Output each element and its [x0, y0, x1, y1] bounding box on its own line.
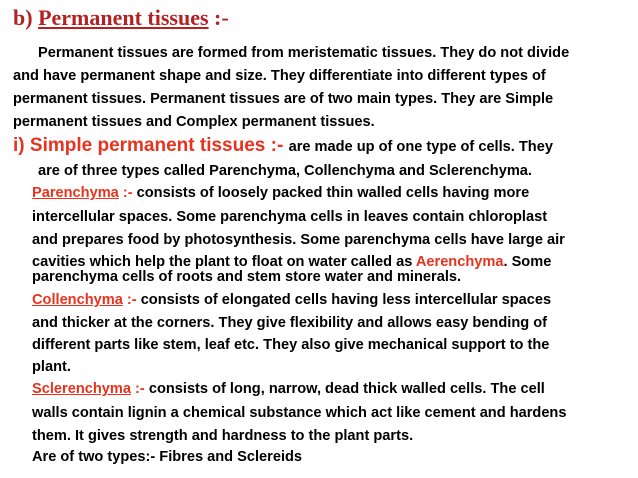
aerenchyma-term: Aerenchyma — [415, 254, 504, 270]
heading-suffix: :- — [208, 5, 229, 30]
heading-title: Permanent tissues — [38, 5, 209, 30]
sclerenchyma-line-2: walls contain lignin a chemical substance which act like cement and hardens — [32, 405, 567, 421]
parenchyma-text-1: consists of loosely packed thin walled cells having more — [136, 185, 530, 201]
simple-title: Simple permanent tissues — [29, 135, 266, 156]
collenchyma-line-2: and thicker at the corners. They give flexibility and allows easy bending of — [32, 315, 547, 331]
parenchyma-line-2: intercellular spaces. Some parenchyma cells in leaves contain chloroplast — [32, 209, 548, 225]
intro-line-2: and have permanent shape and size. They differentiate into different types of — [13, 68, 546, 84]
collenchyma-line-1 — [32, 291, 551, 309]
parenchyma-line-1 — [32, 184, 529, 202]
sclerenchyma-line-1 — [32, 380, 545, 398]
collenchyma-line-4: plant. — [32, 359, 71, 375]
simple-permanent-heading — [13, 135, 553, 157]
collenchyma-sep: :- — [122, 292, 141, 308]
collenchyma-text-1: consists of elongated cells having less intercellular spaces — [140, 292, 552, 308]
sclerenchyma-line-4: Are of two types:- Fibres and Sclereids — [32, 449, 303, 465]
simple-text-2: are of three types called Parenchyma, Collenchyma and Sclerenchyma. — [38, 163, 532, 179]
sclerenchyma-sep: :- — [130, 381, 149, 397]
simple-prefix: i) — [13, 135, 30, 156]
collenchyma-line-3: different parts like stem, leaf etc. They also give mechanical support to the — [32, 337, 550, 353]
simple-text-1: are made up of one type of cells. They — [288, 139, 553, 155]
parenchyma-sep: :- — [118, 185, 137, 201]
parenchyma-line-4-before: cavities which help the plant to float on water called as — [32, 254, 416, 270]
sclerenchyma-line-3: them. It gives strength and hardness to the plant parts. — [32, 428, 414, 444]
section-heading — [13, 5, 229, 31]
intro-line-4: permanent tissues and Complex permanent tissues. — [13, 114, 375, 130]
parenchyma-line-4-after: . Some — [503, 254, 552, 270]
collenchyma-term: Collenchyma — [32, 292, 123, 308]
intro-line-1: Permanent tissues are formed from meristematic tissues. They do not divide — [38, 45, 570, 61]
parenchyma-term: Parenchyma — [32, 185, 119, 201]
heading-prefix: b) — [13, 5, 39, 30]
parenchyma-line-3: and prepares food by photosynthesis. Some parenchyma cells have large air — [32, 232, 565, 248]
parenchyma-line-5: parenchyma cells of roots and stem store water and minerals. — [32, 269, 462, 285]
intro-line-3: permanent tissues. Permanent tissues are of two main types. They are Simple — [13, 91, 554, 107]
sclerenchyma-term: Sclerenchyma — [32, 381, 131, 397]
simple-sep: :- — [265, 135, 289, 156]
sclerenchyma-text-1: consists of long, narrow, dead thick walled cells. The cell — [148, 381, 545, 397]
